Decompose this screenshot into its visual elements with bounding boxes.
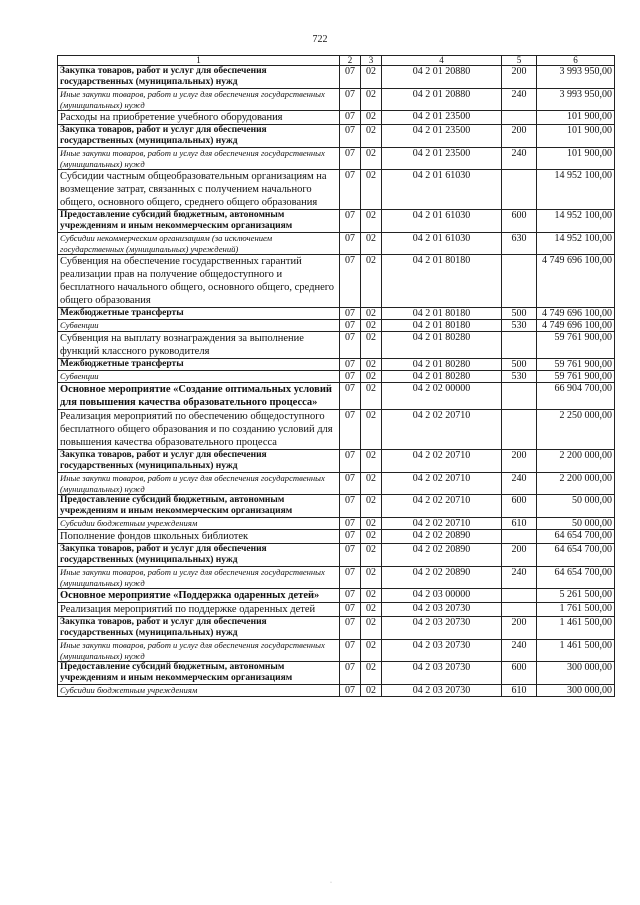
section-code-cell: 07 — [340, 473, 361, 495]
section-code-cell: 07 — [340, 495, 361, 518]
subsection-code-cell: 02 — [361, 308, 382, 320]
table-row — [58, 332, 615, 359]
subsection-code-cell: 02 — [361, 332, 382, 359]
expense-type-cell — [502, 170, 537, 210]
section-code-cell: 07 — [340, 308, 361, 320]
expense-type-cell — [502, 255, 537, 308]
subsection-code-cell: 02 — [361, 544, 382, 567]
table-row — [58, 255, 615, 308]
subsection-code-cell: 02 — [361, 603, 382, 617]
subsection-code-cell: 02 — [361, 170, 382, 210]
section-code-cell: 07 — [340, 589, 361, 603]
amount-cell: 3 993 950,00 — [537, 66, 615, 89]
subsection-code-cell: 02 — [361, 567, 382, 589]
expense-type-cell: 600 — [502, 662, 537, 685]
section-code-cell: 07 — [340, 617, 361, 640]
target-article-cell: 04 2 03 00000 — [382, 589, 502, 603]
expense-type-cell — [502, 111, 537, 125]
target-article-cell: 04 2 02 20710 — [382, 473, 502, 495]
amount-cell: 2 200 000,00 — [537, 473, 615, 495]
row-name-cell: Реализация мероприятий по обеспечению общедоступного бесплатного общего образования и по созданию условий для повышения качества образовательного процесса — [58, 410, 340, 450]
section-code-cell: 07 — [340, 89, 361, 111]
row-name-cell: Реализация мероприятий по поддержке одаренных детей — [58, 603, 340, 617]
subsection-code-cell: 02 — [361, 371, 382, 383]
section-code-cell: 07 — [340, 210, 361, 233]
subsection-code-cell: 02 — [361, 148, 382, 170]
table-row — [58, 66, 615, 89]
section-code-cell: 07 — [340, 233, 361, 255]
page-number: 722 — [312, 34, 328, 45]
header-cell: 1 — [58, 56, 340, 66]
subsection-code-cell: 02 — [361, 359, 382, 371]
section-code-cell: 07 — [340, 567, 361, 589]
expense-type-cell: 500 — [502, 308, 537, 320]
table-row — [58, 662, 615, 685]
expense-type-cell — [502, 410, 537, 450]
row-name-cell: Закупка товаров, работ и услуг для обеспечения государственных (муниципальных) нужд — [58, 450, 340, 473]
amount-cell: 5 261 500,00 — [537, 589, 615, 603]
row-name-cell: Основное мероприятие «Создание оптимальных условий для повышения качества образовательного процесса» — [58, 383, 340, 410]
row-name-cell: Субсидии бюджетным учреждениям — [58, 685, 340, 697]
section-code-cell: 07 — [340, 170, 361, 210]
target-article-cell: 04 2 02 20710 — [382, 518, 502, 530]
amount-cell: 50 000,00 — [537, 518, 615, 530]
subsection-code-cell: 02 — [361, 66, 382, 89]
row-name-cell: Субвенция на обеспечение государственных гарантий реализации прав на получение общедоступного и бесплатного начального общего, основного общего, среднего общего образования — [58, 255, 340, 308]
row-name-cell: Субвенции — [58, 371, 340, 383]
amount-cell: 2 250 000,00 — [537, 410, 615, 450]
amount-cell: 1 761 500,00 — [537, 603, 615, 617]
table-row — [58, 210, 615, 233]
amount-cell: 101 900,00 — [537, 148, 615, 170]
scan-mark: · — [330, 880, 332, 886]
expense-type-cell — [502, 530, 537, 544]
expense-type-cell — [502, 383, 537, 410]
section-code-cell: 07 — [340, 332, 361, 359]
target-article-cell: 04 2 01 80180 — [382, 308, 502, 320]
target-article-cell: 04 2 02 20710 — [382, 410, 502, 450]
amount-cell: 4 749 696 100,00 — [537, 308, 615, 320]
table-row — [58, 308, 615, 320]
row-name-cell: Основное мероприятие «Поддержка одаренных детей» — [58, 589, 340, 603]
row-name-cell: Иные закупки товаров, работ и услуг для обеспечения государственных (муниципальных) нужд — [58, 567, 340, 589]
header-cell: 2 — [340, 56, 361, 66]
header-cell: 3 — [361, 56, 382, 66]
row-name-cell: Межбюджетные трансферты — [58, 308, 340, 320]
section-code-cell: 07 — [340, 685, 361, 697]
section-code-cell: 07 — [340, 255, 361, 308]
table-row — [58, 383, 615, 410]
target-article-cell: 04 2 02 20710 — [382, 495, 502, 518]
amount-cell: 300 000,00 — [537, 685, 615, 697]
target-article-cell: 04 2 03 20730 — [382, 617, 502, 640]
subsection-code-cell: 02 — [361, 125, 382, 148]
subsection-code-cell: 02 — [361, 210, 382, 233]
target-article-cell: 04 2 01 23500 — [382, 148, 502, 170]
row-name-cell: Субсидии бюджетным учреждениям — [58, 518, 340, 530]
row-name-cell: Закупка товаров, работ и услуг для обеспечения государственных (муниципальных) нужд — [58, 66, 340, 89]
subsection-code-cell: 02 — [361, 320, 382, 332]
target-article-cell: 04 2 02 20890 — [382, 530, 502, 544]
row-name-cell: Иные закупки товаров, работ и услуг для обеспечения государственных (муниципальных) нужд — [58, 640, 340, 662]
section-code-cell: 07 — [340, 544, 361, 567]
expense-type-cell: 530 — [502, 371, 537, 383]
table-row — [58, 89, 615, 111]
amount-cell: 1 461 500,00 — [537, 617, 615, 640]
row-name-cell: Субсидии частным общеобразовательным организациям на возмещение затрат, связанных с получением начального общего, основного общего, среднего общего образования — [58, 170, 340, 210]
expense-type-cell: 240 — [502, 89, 537, 111]
row-name-cell: Иные закупки товаров, работ и услуг для обеспечения государственных (муниципальных) нужд — [58, 473, 340, 495]
expense-type-cell: 200 — [502, 617, 537, 640]
table-row — [58, 685, 615, 697]
expense-type-cell: 600 — [502, 210, 537, 233]
row-name-cell: Иные закупки товаров, работ и услуг для обеспечения государственных (муниципальных) нужд — [58, 148, 340, 170]
table-row — [58, 530, 615, 544]
amount-cell: 2 200 000,00 — [537, 450, 615, 473]
expense-type-cell — [502, 332, 537, 359]
expense-type-cell: 630 — [502, 233, 537, 255]
section-code-cell: 07 — [340, 640, 361, 662]
target-article-cell: 04 2 03 20730 — [382, 685, 502, 697]
table-row — [58, 495, 615, 518]
target-article-cell: 04 2 01 80180 — [382, 320, 502, 332]
expense-type-cell — [502, 589, 537, 603]
subsection-code-cell: 02 — [361, 518, 382, 530]
row-name-cell: Пополнение фондов школьных библиотек — [58, 530, 340, 544]
row-name-cell: Расходы на приобретение учебного оборудования — [58, 111, 340, 125]
amount-cell: 66 904 700,00 — [537, 383, 615, 410]
table-row — [58, 640, 615, 662]
table-row — [58, 473, 615, 495]
table-row — [58, 148, 615, 170]
subsection-code-cell: 02 — [361, 640, 382, 662]
table-row — [58, 450, 615, 473]
expense-type-cell: 600 — [502, 495, 537, 518]
section-code-cell: 07 — [340, 359, 361, 371]
expense-type-cell: 240 — [502, 148, 537, 170]
subsection-code-cell: 02 — [361, 383, 382, 410]
amount-cell: 300 000,00 — [537, 662, 615, 685]
subsection-code-cell: 02 — [361, 111, 382, 125]
row-name-cell: Закупка товаров, работ и услуг для обеспечения государственных (муниципальных) нужд — [58, 617, 340, 640]
subsection-code-cell: 02 — [361, 89, 382, 111]
row-name-cell: Предоставление субсидий бюджетным, автономным учреждениям и иным некоммерческим организациям — [58, 662, 340, 685]
table-row — [58, 589, 615, 603]
section-code-cell: 07 — [340, 383, 361, 410]
row-name-cell: Закупка товаров, работ и услуг для обеспечения государственных (муниципальных) нужд — [58, 544, 340, 567]
target-article-cell: 04 2 03 20730 — [382, 640, 502, 662]
table-row — [58, 603, 615, 617]
subsection-code-cell: 02 — [361, 410, 382, 450]
expense-type-cell: 200 — [502, 544, 537, 567]
amount-cell: 59 761 900,00 — [537, 359, 615, 371]
target-article-cell: 04 2 03 20730 — [382, 662, 502, 685]
expense-type-cell: 240 — [502, 567, 537, 589]
table-row — [58, 170, 615, 210]
amount-cell: 101 900,00 — [537, 125, 615, 148]
table-body — [58, 66, 615, 697]
target-article-cell: 04 2 01 23500 — [382, 125, 502, 148]
target-article-cell: 04 2 01 20880 — [382, 66, 502, 89]
target-article-cell: 04 2 01 61030 — [382, 210, 502, 233]
expense-type-cell: 240 — [502, 640, 537, 662]
section-code-cell: 07 — [340, 371, 361, 383]
section-code-cell: 07 — [340, 320, 361, 332]
subsection-code-cell: 02 — [361, 450, 382, 473]
table-row — [58, 359, 615, 371]
table-row — [58, 320, 615, 332]
table-row — [58, 410, 615, 450]
row-name-cell: Предоставление субсидий бюджетным, автономным учреждениям и иным некоммерческим организациям — [58, 495, 340, 518]
amount-cell: 3 993 950,00 — [537, 89, 615, 111]
amount-cell: 64 654 700,00 — [537, 544, 615, 567]
target-article-cell: 04 2 01 61030 — [382, 233, 502, 255]
table-row — [58, 518, 615, 530]
target-article-cell: 04 2 01 61030 — [382, 170, 502, 210]
row-name-cell: Закупка товаров, работ и услуг для обеспечения государственных (муниципальных) нужд — [58, 125, 340, 148]
table-row — [58, 125, 615, 148]
target-article-cell: 04 2 02 20710 — [382, 450, 502, 473]
section-code-cell: 07 — [340, 148, 361, 170]
subsection-code-cell: 02 — [361, 662, 382, 685]
amount-cell: 14 952 100,00 — [537, 233, 615, 255]
target-article-cell: 04 2 03 20730 — [382, 603, 502, 617]
amount-cell: 4 749 696 100,00 — [537, 320, 615, 332]
row-name-cell: Субсидии некоммерческим организациям (за исключением государственных (муниципальных) учреждений) — [58, 233, 340, 255]
subsection-code-cell: 02 — [361, 589, 382, 603]
amount-cell: 4 749 696 100,00 — [537, 255, 615, 308]
amount-cell: 50 000,00 — [537, 495, 615, 518]
expense-type-cell: 610 — [502, 518, 537, 530]
row-name-cell: Субвенция на выплату вознаграждения за выполнение функций классного руководителя — [58, 332, 340, 359]
amount-cell: 64 654 700,00 — [537, 567, 615, 589]
row-name-cell: Иные закупки товаров, работ и услуг для обеспечения государственных (муниципальных) нужд — [58, 89, 340, 111]
section-code-cell: 07 — [340, 125, 361, 148]
section-code-cell: 07 — [340, 603, 361, 617]
expense-type-cell: 200 — [502, 125, 537, 148]
expense-type-cell: 200 — [502, 450, 537, 473]
target-article-cell: 04 2 02 00000 — [382, 383, 502, 410]
budget-table — [57, 55, 615, 697]
header-cell: 5 — [502, 56, 537, 66]
amount-cell: 59 761 900,00 — [537, 332, 615, 359]
target-article-cell: 04 2 01 23500 — [382, 111, 502, 125]
subsection-code-cell: 02 — [361, 685, 382, 697]
expense-type-cell: 240 — [502, 473, 537, 495]
amount-cell: 14 952 100,00 — [537, 170, 615, 210]
section-code-cell: 07 — [340, 450, 361, 473]
expense-type-cell — [502, 603, 537, 617]
table-row — [58, 233, 615, 255]
section-code-cell: 07 — [340, 518, 361, 530]
section-code-cell: 07 — [340, 111, 361, 125]
amount-cell: 101 900,00 — [537, 111, 615, 125]
table-row — [58, 567, 615, 589]
subsection-code-cell: 02 — [361, 530, 382, 544]
target-article-cell: 04 2 01 20880 — [382, 89, 502, 111]
amount-cell: 1 461 500,00 — [537, 640, 615, 662]
subsection-code-cell: 02 — [361, 495, 382, 518]
subsection-code-cell: 02 — [361, 255, 382, 308]
target-article-cell: 04 2 01 80180 — [382, 255, 502, 308]
amount-cell: 14 952 100,00 — [537, 210, 615, 233]
target-article-cell: 04 2 01 80280 — [382, 359, 502, 371]
section-code-cell: 07 — [340, 662, 361, 685]
expense-type-cell: 200 — [502, 66, 537, 89]
subsection-code-cell: 02 — [361, 233, 382, 255]
target-article-cell: 04 2 02 20890 — [382, 567, 502, 589]
amount-cell: 64 654 700,00 — [537, 530, 615, 544]
section-code-cell: 07 — [340, 410, 361, 450]
table-row — [58, 111, 615, 125]
table-row — [58, 617, 615, 640]
header-cell: 6 — [537, 56, 615, 66]
row-name-cell: Предоставление субсидий бюджетным, автономным учреждениям и иным некоммерческим организациям — [58, 210, 340, 233]
row-name-cell: Субвенции — [58, 320, 340, 332]
expense-type-cell: 610 — [502, 685, 537, 697]
table-row — [58, 544, 615, 567]
table-header-row — [58, 56, 615, 66]
subsection-code-cell: 02 — [361, 473, 382, 495]
expense-type-cell: 500 — [502, 359, 537, 371]
section-code-cell: 07 — [340, 66, 361, 89]
amount-cell: 59 761 900,00 — [537, 371, 615, 383]
table-row — [58, 371, 615, 383]
target-article-cell: 04 2 01 80280 — [382, 332, 502, 359]
header-cell: 4 — [382, 56, 502, 66]
target-article-cell: 04 2 02 20890 — [382, 544, 502, 567]
subsection-code-cell: 02 — [361, 617, 382, 640]
row-name-cell: Межбюджетные трансферты — [58, 359, 340, 371]
section-code-cell: 07 — [340, 530, 361, 544]
target-article-cell: 04 2 01 80280 — [382, 371, 502, 383]
expense-type-cell: 530 — [502, 320, 537, 332]
